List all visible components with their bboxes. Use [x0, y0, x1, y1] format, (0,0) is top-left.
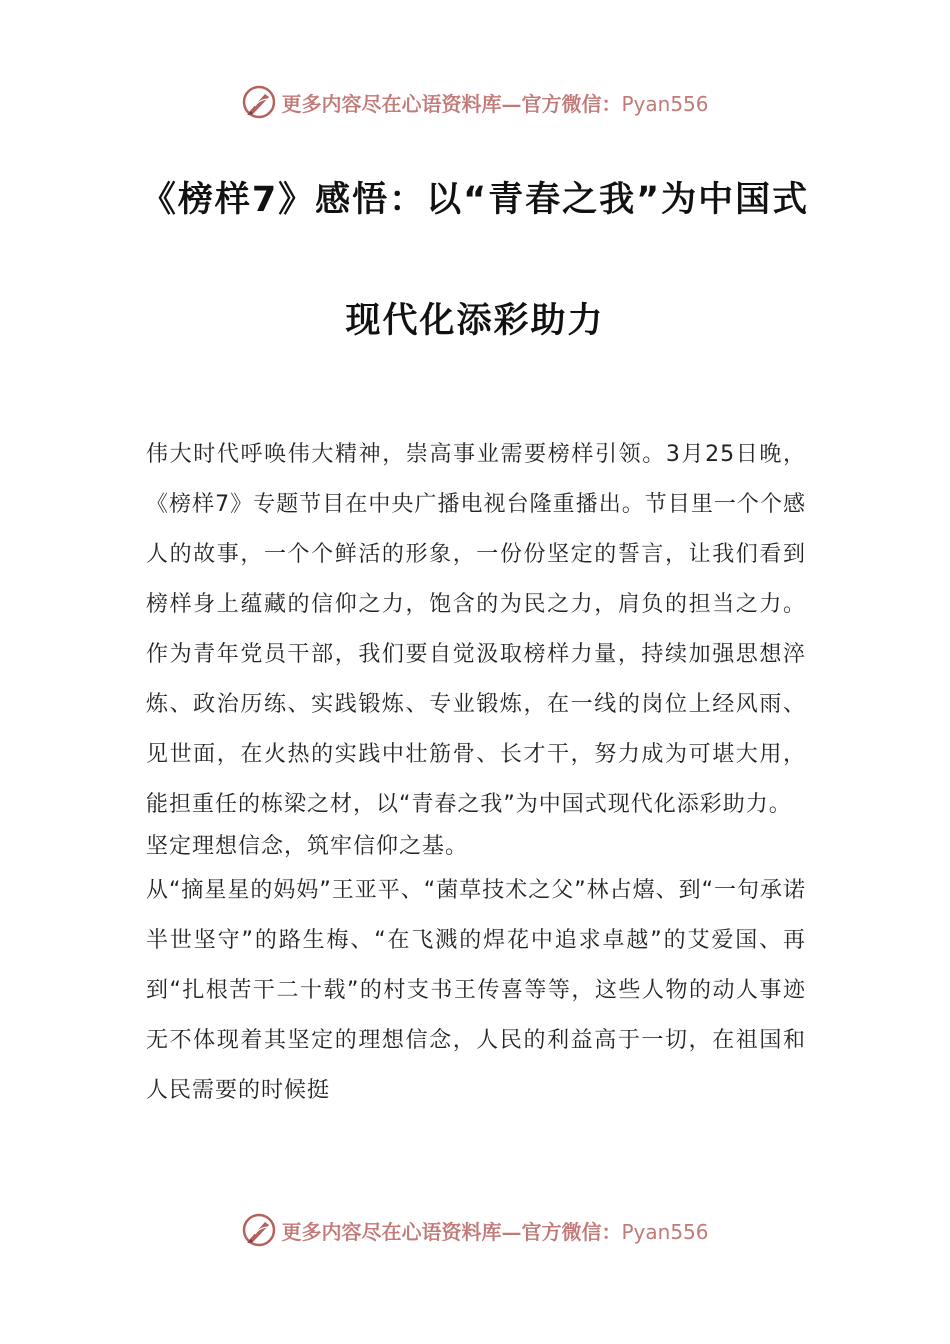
footer-banner — [0, 1210, 950, 1250]
document-body — [146, 430, 806, 1116]
header-banner — [0, 82, 950, 122]
banner-handle: Pyan556 — [621, 1219, 709, 1244]
banner-text: 更多内容尽在心语资料库—官方微信：Pyan556 — [281, 91, 709, 116]
paragraph-heading: 坚定理想信念，筑牢信仰之基。 — [146, 834, 469, 859]
banner-text: 更多内容尽在心语资料库—官方微信：Pyan556 — [281, 1219, 709, 1244]
page-title-line-1: 《榜样7》感悟：以“青春之我”为中国式 — [140, 180, 810, 220]
page-title-line-2: 现代化添彩助力 — [345, 301, 605, 341]
paragraph-intro: 伟大时代呼唤伟大精神，崇高事业需要榜样引领。3月25日晚，《榜样7》专题节目在中央广播电视台隆重播出。节目里一个个感人的故事，一个个鲜活的形象，一份份坚定的誓言，让我们看到榜样身上蕴藏的信仰之力，饱含的为民之力，肩负的担当之力。作为青年党员干部，我们要自觉汲取榜样力量，持续加强思想淬炼、政治历练、实践锻炼、专业锻炼，在一线的岗位上经风雨、见世面，在火热的实践中壮筋骨、长才干，努力成为可堪大用，能担重任的栋梁之材，以“青春之我”为中国式现代化添彩助力。 — [146, 442, 806, 817]
pen-logo-icon — [241, 1212, 277, 1248]
pen-logo-icon — [241, 84, 277, 120]
banner-handle: Pyan556 — [621, 91, 709, 116]
paragraph-examples: 从“摘星星的妈妈”王亚平、“菌草技术之父”林占熺、到“一句承诺半世坚守”的路生梅、“在飞溅的焊花中追求卓越”的艾爱国、再到“扎根苦干二十载”的村支书王传喜等等，这些人物的动人事迹无不体现着其坚定的理想信念，人民的利益高于一切，在祖国和人民需要的时候挺 — [146, 878, 806, 1103]
